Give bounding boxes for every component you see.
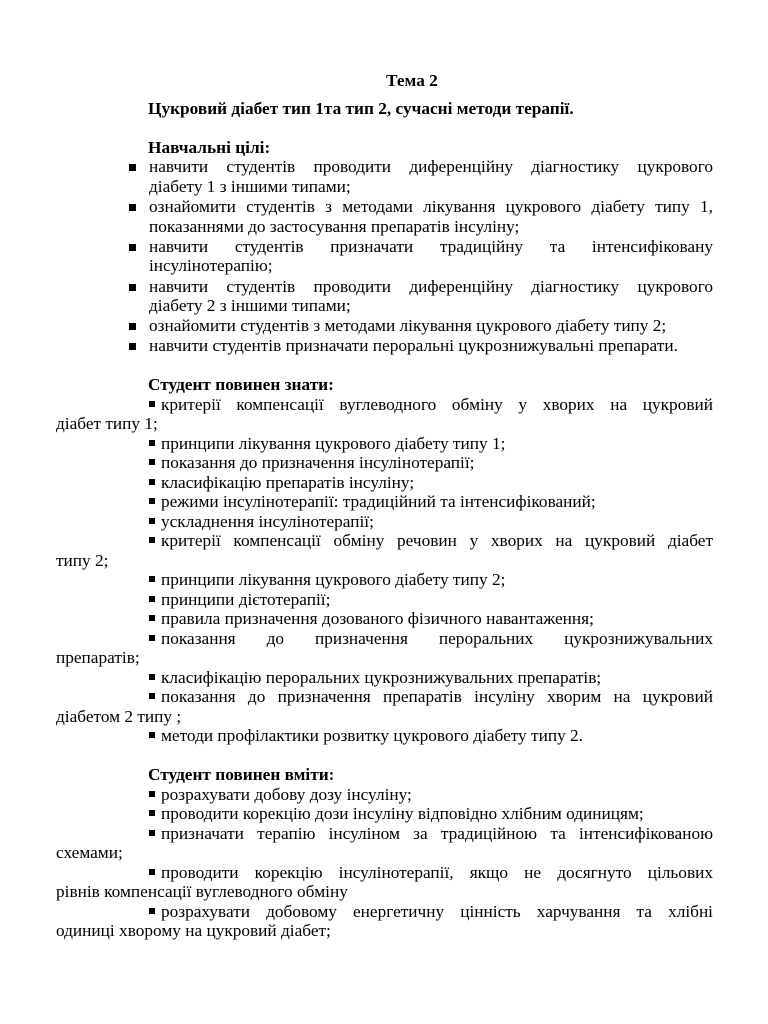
bullet-icon (129, 284, 136, 291)
bullet-icon (129, 323, 136, 330)
list-item-continuation: діабету 2 з іншими типами; (149, 296, 351, 315)
bullet-icon (149, 537, 155, 543)
bullet-icon (149, 498, 155, 504)
list-item: ускладнення інсулінотерапії; (149, 512, 374, 531)
bullet-icon (149, 830, 155, 836)
list-item: показання до призначення препаратів інсуліну хворим на цукровий (149, 687, 713, 706)
bullet-icon (149, 440, 155, 446)
bullet-icon (149, 596, 155, 602)
list-item: проводити корекцію дози інсуліну відповідно хлібним одиницям; (149, 804, 644, 823)
list-item: призначати терапію інсуліном за традиційною та інтенсифікованою (149, 824, 713, 843)
bullet-icon (149, 576, 155, 582)
list-item-continuation: діабету 1 з іншими типами; (149, 177, 351, 196)
bullet-icon (149, 401, 155, 407)
list-item: принципи лікування цукрового діабету типу 1; (149, 434, 505, 453)
bullet-icon (149, 810, 155, 816)
bullet-icon (149, 732, 155, 738)
bullet-icon (149, 693, 155, 699)
list-item-continuation: одиниці хворому на цукровий діабет; (56, 921, 331, 940)
list-item-continuation: показаннями до застосування препаратів інсуліну; (149, 217, 520, 236)
bullet-icon (149, 459, 155, 465)
list-item: правила призначення дозованого фізичного навантаження; (149, 609, 594, 628)
list-item: навчити студентів проводити диференційну діагностику цукрового (149, 277, 713, 296)
list-item: навчити студентів проводити диференційну діагностику цукрового (149, 157, 713, 176)
list-item: ознайомити студентів з методами лікування цукрового діабету типу 1, (149, 197, 713, 216)
list-item-continuation: схемами; (56, 843, 123, 862)
bullet-icon (149, 615, 155, 621)
list-item: принципи дієтотерапії; (149, 590, 330, 609)
bullet-icon (129, 164, 136, 171)
list-item-continuation: діабетом 2 типу ; (56, 707, 182, 726)
list-item: методи профілактики розвитку цукрового діабету типу 2. (149, 726, 583, 745)
able-heading: Студент повинен вміти: (148, 765, 335, 784)
list-item: режими інсулінотерапії: традиційний та інтенсифікований; (149, 492, 596, 511)
bullet-icon (149, 791, 155, 797)
list-item: критерії компенсації обміну речовин у хворих на цукровий діабет (149, 531, 713, 550)
bullet-icon (149, 635, 155, 641)
bullet-icon (129, 204, 136, 211)
list-item: проводити корекцію інсулінотерапії, якщо не досягнуто цільових (149, 863, 713, 882)
bullet-icon (129, 343, 136, 350)
list-item: навчити студентів призначати традиційну та інтенсифіковану (149, 237, 713, 256)
list-item-continuation: типу 2; (56, 551, 109, 570)
list-item: критерії компенсації вуглеводного обміну у хворих на цукровий (149, 395, 713, 414)
list-item: принципи лікування цукрового діабету типу 2; (149, 570, 505, 589)
list-item: класифікацію пероральних цукрознижувальних препаратів; (149, 668, 601, 687)
document-title: Цукровий діабет тип 1та тип 2, сучасні методи терапії. (148, 99, 574, 118)
bullet-icon (149, 479, 155, 485)
bullet-icon (149, 674, 155, 680)
bullet-icon (149, 869, 155, 875)
list-item: показання до призначення інсулінотерапії; (149, 453, 474, 472)
topic-heading: Тема 2 (386, 71, 438, 90)
list-item-continuation: препаратів; (56, 648, 140, 667)
list-item: навчити студентів призначати пероральні цукрознижувальні препарати. (149, 336, 678, 355)
bullet-icon (129, 244, 136, 251)
list-item: розрахувати добову дозу інсуліну; (149, 785, 412, 804)
list-item: ознайомити студентів з методами лікування цукрового діабету типу 2; (149, 316, 667, 335)
bullet-icon (149, 518, 155, 524)
list-item: класифікацію препаратів інсуліну; (149, 473, 414, 492)
list-item: показання до призначення пероральних цукрознижувальних (149, 629, 713, 648)
bullet-icon (149, 908, 155, 914)
list-item-continuation: діабет типу 1; (56, 414, 158, 433)
list-item-continuation: інсулінотерапію; (149, 256, 273, 275)
list-item: розрахувати добовому енергетичну цінність харчування та хлібні (149, 902, 713, 921)
goals-heading: Навчальні цілі: (148, 138, 271, 157)
know-heading: Студент повинен знати: (148, 375, 334, 394)
list-item-continuation: рівнів компенсації вуглеводного обміну (56, 882, 348, 901)
